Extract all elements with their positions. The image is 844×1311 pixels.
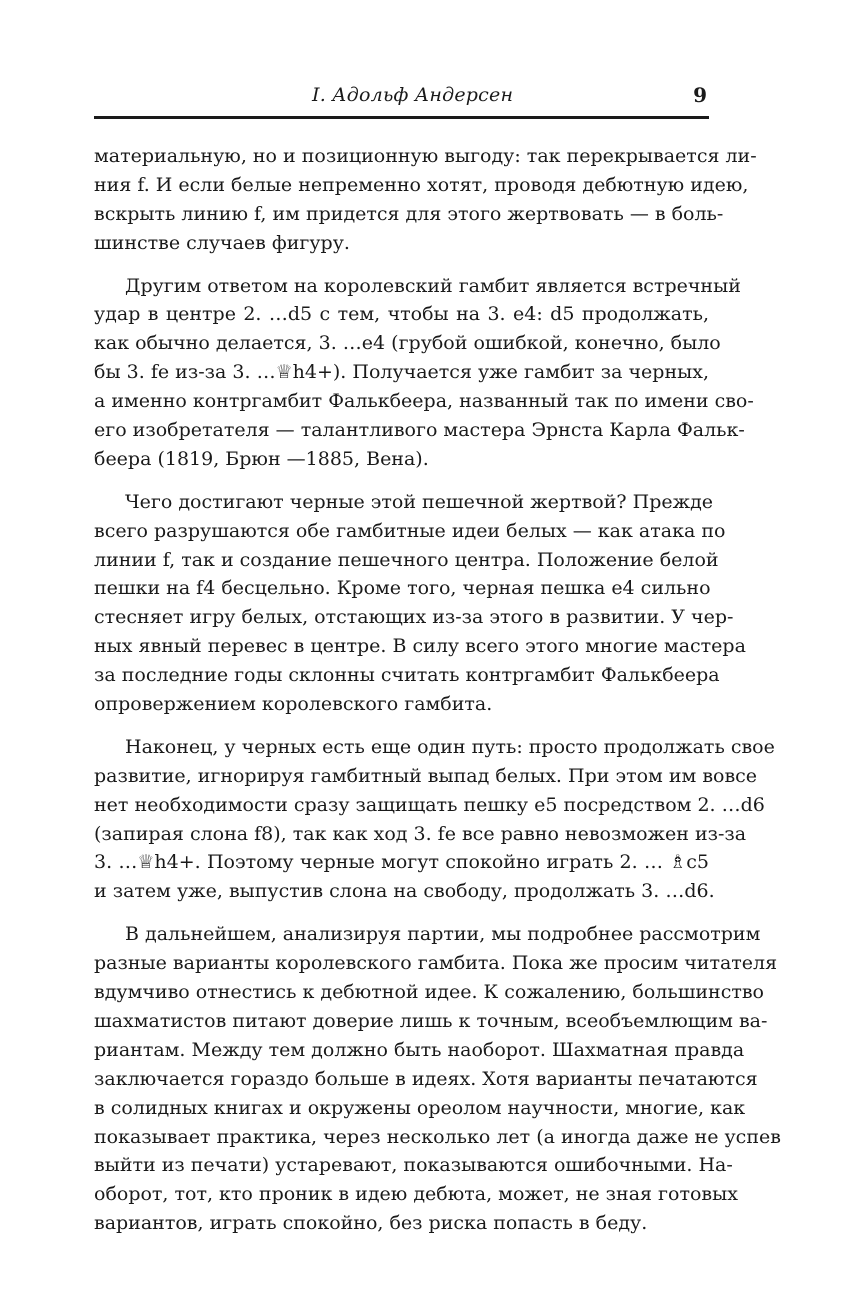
- text-line: показывает практика, через несколько лет (а иногда даже не успев: [94, 1125, 781, 1148]
- running-head-title: I. Адольф Андерсен: [312, 84, 514, 106]
- text-line: (запирая слона f8), так как ход 3. fe все равно невозможен из-за: [94, 822, 747, 845]
- text-line: в солидных книгах и окружены ореолом научности, многие, как: [94, 1096, 746, 1119]
- paragraph: [94, 142, 757, 258]
- text-line: вдумчиво отнестись к дебютной идее. К сожалению, большинство: [94, 981, 765, 1004]
- text-line: риантам. Между тем должно быть наоборот. Шахматная правда: [94, 1038, 745, 1061]
- text-line: 3. …♕h4+. Поэтому черные могут спокойно играть 2. … ♗c5: [94, 851, 709, 874]
- text-line: его изобретателя — талантливого мастера Эрнста Карла Фальк-: [94, 419, 745, 442]
- paragraph: [94, 733, 775, 906]
- text-line: беера (1819, Брюн —1885, Вена).: [94, 447, 429, 470]
- text-line: шахматистов питают доверие лишь к точным, всеобъемлющим ва-: [94, 1009, 768, 1032]
- text-line: пешки на f4 бесцельно. Кроме того, черная пешка e4 сильно: [94, 577, 711, 600]
- text-line: материальную, но и позиционную выгоду: так перекрывается ли-: [94, 145, 757, 167]
- book-page: [94, 0, 781, 1311]
- paragraph: [94, 920, 781, 1238]
- text-line: а именно контргамбит Фалькбеера, названный так по имени сво-: [94, 390, 754, 413]
- text-line: вскрыть линию f, им придется для этого жертвовать — в боль-: [94, 202, 724, 225]
- page-number: 9: [693, 83, 707, 107]
- text-line: заключается гораздо больше в идеях. Хотя варианты печатаются: [94, 1067, 758, 1090]
- running-head: [94, 84, 709, 112]
- text-line: разные варианты королевского гамбита. Пока же просим читателя: [94, 952, 778, 975]
- text-line: всего разрушаются обе гамбитные идеи белых — как атака по: [94, 519, 726, 542]
- body-text: [94, 142, 781, 1252]
- text-line: нет необходимости сразу защищать пешку e5 посредством 2. …d6: [94, 793, 765, 816]
- text-line: Наконец, у черных есть еще один путь: просто продолжать свое: [125, 735, 775, 758]
- text-line: и затем уже, выпустив слона на свободу, продолжать 3. …d6.: [94, 880, 715, 903]
- text-line: удар в центре 2. …d5 с тем, чтобы на 3. e4: d5 продолжать,: [94, 303, 709, 326]
- text-line: ных явный перевес в центре. В силу всего этого многие мастера: [94, 635, 746, 658]
- paragraph: [94, 272, 754, 474]
- text-line: шинстве случаев фигуру.: [94, 231, 350, 254]
- text-line: вариантов, играть спокойно, без риска попасть в беду.: [94, 1212, 648, 1235]
- text-line: Чего достигают черные этой пешечной жертвой? Прежде: [125, 490, 714, 513]
- text-line: В дальнейшем, анализируя партии, мы подробнее рассмотрим: [125, 923, 761, 946]
- paragraph: [94, 488, 746, 719]
- text-line: линии f, так и создание пешечного центра. Положение белой: [94, 548, 719, 571]
- text-line: за последние годы склонны считать контргамбит Фалькбеера: [94, 664, 720, 687]
- text-line: оборот, тот, кто проник в идею дебюта, может, не зная готовых: [94, 1183, 738, 1206]
- text-line: выйти из печати) устаревают, показываются ошибочными. На-: [94, 1154, 733, 1177]
- text-line: ния f. И если белые непременно хотят, проводя дебютную идею,: [94, 173, 749, 196]
- text-line: стесняет игру белых, отстающих из-за этого в развитии. У чер-: [94, 606, 734, 629]
- header-rule: [94, 116, 709, 119]
- text-line: бы 3. fe из-за 3. …♕h4+). Получается уже гамбит за черных,: [94, 361, 709, 384]
- text-line: Другим ответом на королевский гамбит является встречный: [125, 274, 741, 297]
- text-line: опровержением королевского гамбита.: [94, 693, 493, 716]
- text-line: как обычно делается, 3. …e4 (грубой ошибкой, конечно, было: [94, 332, 721, 355]
- text-line: развитие, игнорируя гамбитный выпад белых. При этом им вовсе: [94, 764, 758, 787]
